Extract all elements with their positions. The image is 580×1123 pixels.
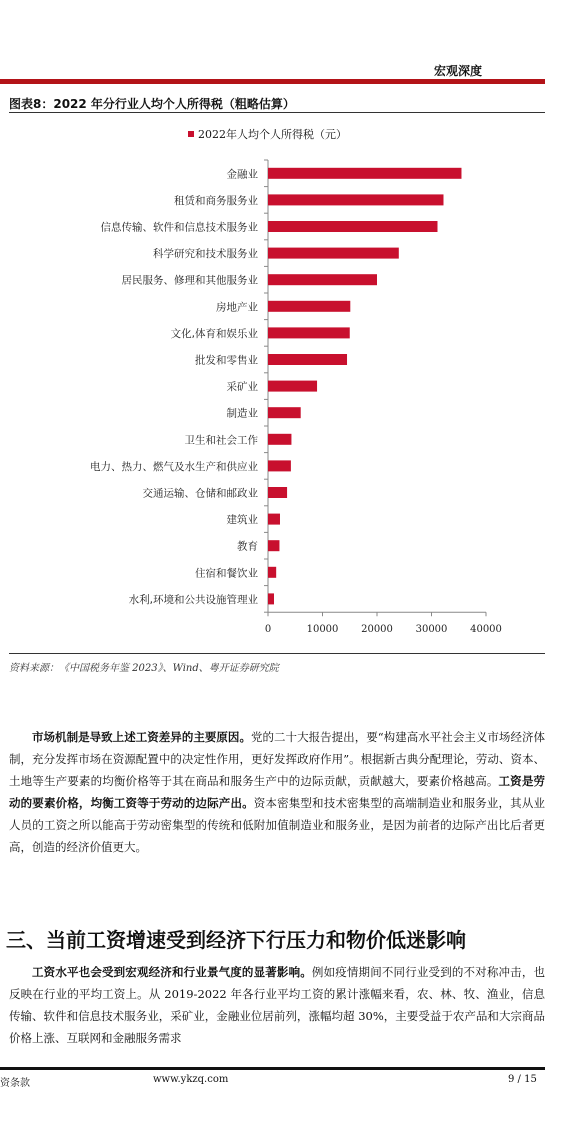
bar — [268, 327, 350, 338]
category-label: 房地产业 — [216, 301, 258, 314]
para1-bold1: 市场机制是导致上述工资差异的主要原因。 — [32, 730, 251, 744]
para2-text1: 例如疫情期间不同行业受到的不对称冲击，也反映在行业的平均工资上。从 2019-2022 年各行业平均工资的累计涨幅来看，农、林、牧、渔业，信息传输、软件和信息技术服务业，采矿业，金融业位居前列，涨幅均超 30%，主要受益于农产品和大宗商品价格上涨、互联网和金融服务需求 — [9, 965, 545, 1045]
footer-divider — [0, 1067, 545, 1070]
chart-legend — [188, 126, 347, 142]
category-label: 教育 — [237, 540, 258, 553]
para2-bold1: 工资水平也会受到宏观经济和行业景气度的显著影响。 — [32, 965, 312, 979]
x-tick-label: 30000 — [415, 624, 448, 636]
para1-text2: 资本密集型和技术密集型的高端制造业和服务业，其从业人员的工资之所以能高于劳动密集型的传统和低附加值制造业和服务业，是因为前者的边际产出比后者更高，创造的经济价值更大。 — [9, 796, 545, 854]
footer-url-link[interactable]: www.ykzq.com — [153, 1074, 229, 1085]
para1-text1: 党的二十大报告提出，要“构建高水平社会主义市场经济体制，充分发挥市场在资源配置中的决定性作用，更好发挥政府作用”。根据新古典分配理论，劳动、资本、土地等生产要素的均衡价格等于其在商品和服务生产中的边际贡献，贡献越大，要素价格越高。 — [9, 730, 545, 788]
figure-title: 图表8：2022 年分行业人均个人所得税（粗略估算） — [9, 97, 295, 111]
category-label: 采矿业 — [226, 381, 258, 394]
x-tick-label: 10000 — [306, 624, 339, 636]
category-label: 交通运输、仓储和邮政业 — [142, 487, 258, 500]
category-label: 科学研究和技术服务业 — [153, 248, 258, 261]
category-label: 文化,体育和娱乐业 — [170, 327, 258, 340]
bar — [268, 593, 274, 604]
category-label: 住宿和餐饮业 — [195, 567, 258, 580]
para1-bold2: 工资是劳动的要素价格，均衡工资等于劳动的边际产出。 — [9, 774, 545, 810]
bar — [268, 168, 461, 179]
bar — [268, 301, 350, 312]
section-title: 三、当前工资增速受到经济下行压力和物价低迷影响 — [6, 928, 466, 952]
category-label: 水利,环境和公共设施管理业 — [128, 593, 258, 606]
bar — [268, 434, 291, 445]
category-label: 制造业 — [226, 407, 258, 420]
figure-source: 资料来源：《中国税务年鉴 2023》、Wind、粤开证券研究院 — [9, 663, 279, 674]
bar — [268, 381, 317, 392]
x-tick-label: 0 — [264, 624, 272, 636]
legend-label: 2022年人均个人所得税（元） — [198, 128, 347, 141]
bar — [268, 487, 287, 498]
legend-swatch — [188, 131, 194, 137]
page-number: 9 / 15 — [508, 1074, 537, 1085]
category-label: 电力、热力、燃气及水生产和供应业 — [90, 460, 258, 473]
header-bar — [0, 79, 545, 84]
bar — [268, 248, 399, 259]
bar — [268, 407, 301, 418]
category-label: 卫生和社会工作 — [184, 434, 258, 447]
bar — [268, 194, 443, 205]
category-label: 金融业 — [226, 168, 258, 181]
category-label: 批发和零售业 — [195, 354, 258, 367]
paragraph-macro — [9, 961, 545, 1049]
category-label: 建筑业 — [226, 514, 258, 527]
bar — [268, 514, 280, 525]
x-tick-label: 40000 — [470, 624, 502, 636]
bar — [268, 540, 279, 551]
paragraph-market — [9, 726, 545, 858]
figure-divider — [9, 112, 545, 113]
source-divider — [9, 653, 545, 654]
bar — [268, 567, 276, 578]
bar — [268, 221, 437, 232]
category-label: 居民服务、修理和其他服务业 — [121, 274, 258, 287]
header-title: 宏观深度 — [434, 64, 483, 78]
bar — [268, 460, 291, 471]
bar — [268, 274, 377, 285]
category-label: 信息传输、软件和信息技术服务业 — [100, 221, 258, 234]
bar-chart — [0, 150, 560, 645]
footer-left-text: 资条款 — [0, 1078, 30, 1089]
bar — [268, 354, 347, 365]
category-label: 租赁和商务服务业 — [174, 194, 258, 207]
x-tick-label: 20000 — [361, 624, 393, 636]
